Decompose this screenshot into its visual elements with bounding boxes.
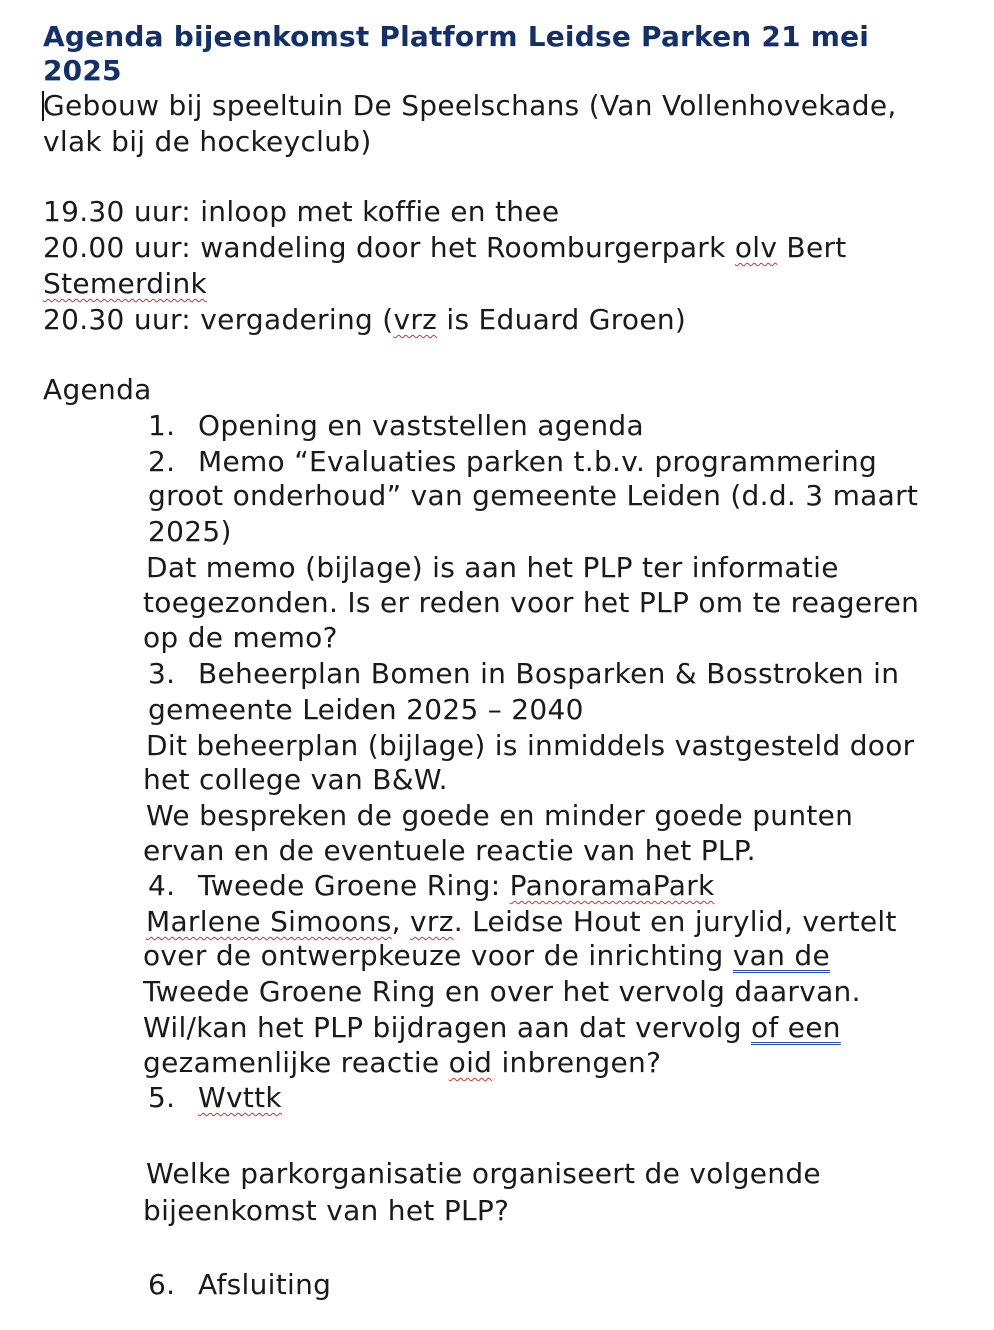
schedule-line: [43, 302, 686, 338]
spelling-flag[interactable]: vrz: [393, 303, 438, 336]
note-text: over de ontwerpkeuze voor de inrichting: [143, 939, 733, 972]
item-number: 6.: [148, 1268, 176, 1301]
item-note: Welke parkorganisatie organiseert de volgende: [146, 1157, 821, 1190]
schedule-text: 20.00 uur: wandeling door het Roomburgerpark: [43, 231, 735, 264]
note-text: Wil/kan het PLP bijdragen aan dat vervolg: [143, 1011, 751, 1044]
item-number: 4.: [148, 869, 176, 902]
item-number: 3.: [148, 657, 176, 690]
item-text: 2025): [148, 515, 232, 548]
item-note: op de memo?: [143, 621, 338, 654]
spelling-flag[interactable]: Stemerdink: [43, 267, 208, 300]
grammar-flag[interactable]: van de: [732, 939, 830, 972]
item-text: Tweede Groene Ring:: [198, 869, 510, 902]
item-number: 1.: [148, 409, 176, 442]
note-text: ,: [391, 905, 411, 938]
item-note: Tweede Groene Ring en over het vervolg daarvan.: [143, 975, 861, 1008]
item-note: bijeenkomst van het PLP?: [143, 1194, 510, 1227]
location-line: vlak bij de hockeyclub): [43, 125, 372, 158]
note-text: . Leidse Hout en jurylid, vertelt: [453, 905, 897, 938]
schedule-text: is Eduard Groen): [437, 303, 687, 336]
item-text: Afsluiting: [198, 1268, 332, 1301]
item-text: Memo “Evaluaties parken t.b.v. programmering: [198, 445, 878, 478]
item-note: [143, 1045, 661, 1081]
item-text: Opening en vaststellen agenda: [198, 409, 644, 442]
agenda-item: [148, 444, 877, 480]
agenda-item: [148, 868, 715, 904]
note-text: inbrengen?: [492, 1046, 662, 1079]
item-note: het college van B&W.: [143, 763, 448, 796]
location-line: Gebouw bij speeltuin De Speelschans (Van Vollenhovekade,: [43, 89, 897, 122]
agenda-item: [148, 1080, 282, 1116]
agenda-item: [148, 1267, 331, 1303]
spelling-flag[interactable]: oid: [448, 1046, 493, 1079]
spelling-flag[interactable]: vrz: [410, 905, 454, 938]
item-note: [143, 938, 830, 974]
item-note: ervan en de eventuele reactie van het PLP.: [143, 834, 756, 867]
spelling-flag[interactable]: olv: [734, 231, 778, 264]
item-note: [146, 904, 897, 940]
spelling-flag[interactable]: PanoramaPark: [509, 869, 715, 902]
item-note: toegezonden. Is er reden voor het PLP om te reageren: [143, 586, 920, 619]
item-note: [143, 1010, 841, 1046]
schedule-line: 19.30 uur: inloop met koffie en thee: [43, 195, 560, 228]
item-note: Dat memo (bijlage) is aan het PLP ter informatie: [146, 551, 839, 584]
agenda-heading: Agenda: [43, 373, 152, 406]
item-text: groot onderhoud” van gemeente Leiden (d.d. 3 maart: [148, 479, 919, 512]
spelling-flag[interactable]: Marlene Simoons: [146, 905, 392, 938]
agenda-item: [148, 656, 899, 692]
grammar-flag[interactable]: of een: [750, 1011, 841, 1044]
schedule-line: [43, 266, 207, 302]
schedule-text: Bert: [777, 231, 847, 264]
item-text: gemeente Leiden 2025 – 2040: [148, 693, 584, 726]
spelling-flag[interactable]: Wvttk: [198, 1081, 282, 1114]
note-text: gezamenlijke reactie: [143, 1046, 449, 1079]
schedule-text: 20.30 uur: vergadering (: [43, 303, 394, 336]
document-title: Agenda bijeenkomst Platform Leidse Parken 21 mei 2025: [43, 20, 870, 87]
schedule-line: [43, 230, 847, 266]
item-text: Beheerplan Bomen in Bosparken & Bosstroken in: [198, 657, 900, 690]
agenda-item: [148, 408, 644, 444]
item-note: We bespreken de goede en minder goede punten: [146, 799, 854, 832]
item-number: 2.: [148, 445, 176, 478]
item-number: 5.: [148, 1081, 176, 1114]
item-note: Dit beheerplan (bijlage) is inmiddels vastgesteld door: [146, 729, 915, 762]
